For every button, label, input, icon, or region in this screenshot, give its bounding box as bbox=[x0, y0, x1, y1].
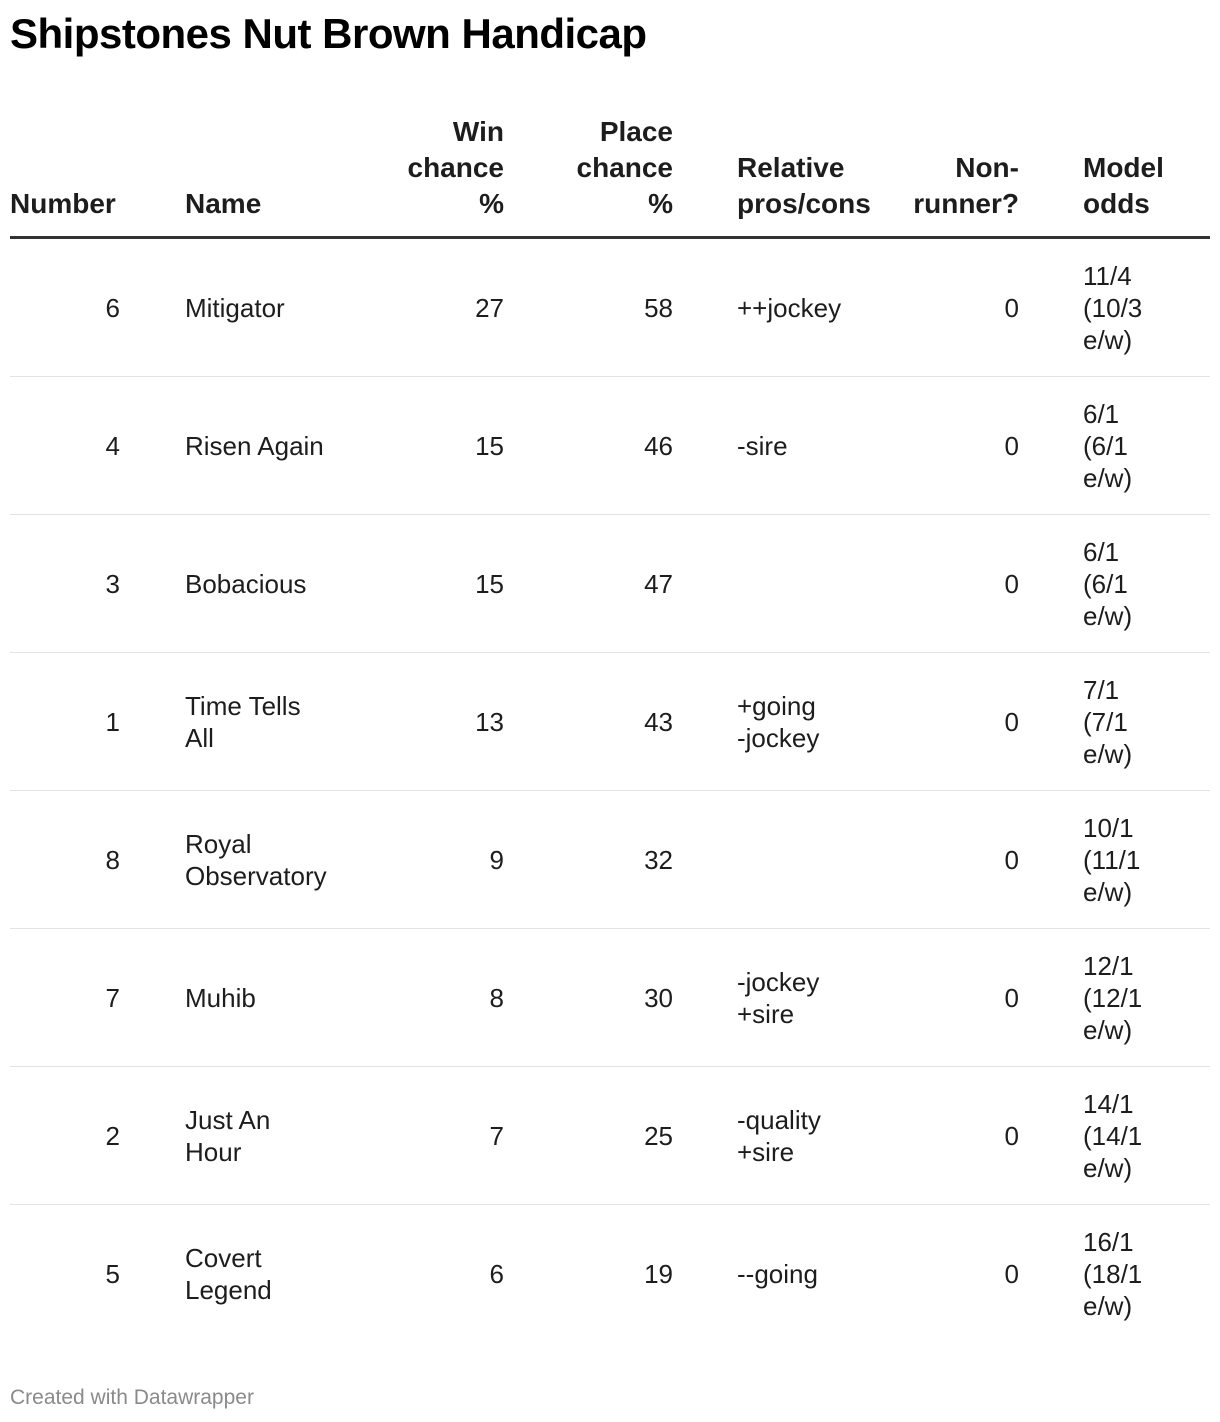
cell-model-odds: 6/1 (6/1 e/w) bbox=[1083, 377, 1210, 515]
header-spacer bbox=[120, 114, 185, 238]
cell-name: Bobacious bbox=[185, 515, 360, 653]
table-row bbox=[10, 1205, 1210, 1343]
cell-spacer bbox=[120, 653, 185, 791]
cell-place-chance: 47 bbox=[504, 515, 673, 653]
cell-spacer bbox=[1019, 929, 1083, 1067]
table-row bbox=[10, 377, 1210, 515]
cell-number: 2 bbox=[10, 1067, 120, 1205]
cell-pros-cons bbox=[737, 791, 897, 929]
cell-place-chance: 46 bbox=[504, 377, 673, 515]
cell-model-odds: 6/1 (6/1 e/w) bbox=[1083, 515, 1210, 653]
cell-win-chance: 13 bbox=[360, 653, 504, 791]
header-place-chance: Place chance % bbox=[504, 114, 673, 238]
cell-pros-cons: --going bbox=[737, 1258, 818, 1289]
cell-model-odds: 12/1 (12/1 e/w) bbox=[1083, 929, 1210, 1067]
cell-pros-cons: -quality +sire bbox=[737, 1067, 897, 1205]
cell-win-chance: 8 bbox=[360, 929, 504, 1067]
cell-place-chance: 30 bbox=[504, 929, 673, 1067]
cell-spacer bbox=[1019, 377, 1083, 515]
cell-spacer bbox=[673, 238, 737, 377]
cell-spacer bbox=[1019, 791, 1083, 929]
cell-pros-cons bbox=[737, 515, 897, 653]
header-number: Number bbox=[10, 114, 120, 238]
cell-spacer bbox=[1019, 515, 1083, 653]
cell-number: 5 bbox=[105, 1258, 120, 1289]
cell-name: Risen Again bbox=[185, 377, 360, 515]
cell-place-chance: 43 bbox=[504, 653, 673, 791]
header-spacer bbox=[1019, 114, 1083, 238]
header-spacer bbox=[673, 114, 737, 238]
cell-win-chance: 15 bbox=[360, 515, 504, 653]
cell-pros-cons: ++jockey bbox=[737, 238, 897, 377]
cell-name: Royal Observatory bbox=[185, 791, 360, 929]
footer-credit: Created with Datawrapper bbox=[10, 1386, 254, 1409]
cell-non-runner: 0 bbox=[897, 929, 1019, 1067]
cell-place-chance: 25 bbox=[504, 1067, 673, 1205]
cell-spacer bbox=[1019, 238, 1083, 377]
cell-spacer bbox=[673, 1067, 737, 1205]
cell-spacer bbox=[673, 1205, 737, 1343]
cell-number: 4 bbox=[10, 377, 120, 515]
header-pros-cons: Relative pros/cons bbox=[737, 114, 897, 238]
cell-spacer bbox=[1019, 1067, 1083, 1205]
cell-number: 6 bbox=[10, 238, 120, 377]
header-model-odds: Model odds bbox=[1083, 114, 1210, 238]
cell-win-chance: 9 bbox=[360, 791, 504, 929]
cell-non-runner: 0 bbox=[897, 377, 1019, 515]
cell-number: 3 bbox=[10, 515, 120, 653]
cell-spacer bbox=[673, 653, 737, 791]
cell-place-chance: 32 bbox=[504, 791, 673, 929]
cell-model-odds: 7/1 (7/1 e/w) bbox=[1083, 653, 1210, 791]
cell-win-chance: 7 bbox=[360, 1067, 504, 1205]
cell-spacer bbox=[1019, 1205, 1083, 1343]
cell-win-chance: 6 bbox=[489, 1258, 504, 1289]
cell-spacer bbox=[120, 929, 185, 1067]
cell-spacer bbox=[673, 791, 737, 929]
cell-spacer bbox=[120, 377, 185, 515]
cell-name: Covert Legend bbox=[185, 1242, 272, 1305]
table-row bbox=[10, 929, 1210, 1067]
cell-spacer bbox=[1019, 653, 1083, 791]
cell-spacer bbox=[673, 377, 737, 515]
table-row bbox=[10, 515, 1210, 653]
header-name: Name bbox=[185, 114, 360, 238]
cell-name: Mitigator bbox=[185, 238, 360, 377]
cell-model-odds: 16/1 (18/1 e/w) bbox=[1083, 1226, 1143, 1321]
cell-model-odds: 14/1 (14/1 e/w) bbox=[1083, 1067, 1210, 1205]
table-row bbox=[10, 653, 1210, 791]
header-non-runner: Non- runner? bbox=[897, 114, 1019, 238]
cell-non-runner: 0 bbox=[1004, 1258, 1019, 1289]
cell-name: Time Tells All bbox=[185, 653, 360, 791]
table-row bbox=[10, 1067, 1210, 1205]
cell-pros-cons: +going -jockey bbox=[737, 653, 897, 791]
cell-non-runner: 0 bbox=[897, 238, 1019, 377]
cell-non-runner: 0 bbox=[897, 1067, 1019, 1205]
cell-name: Muhib bbox=[185, 929, 360, 1067]
cell-non-runner: 0 bbox=[897, 515, 1019, 653]
cell-place-chance: 19 bbox=[644, 1258, 673, 1289]
cell-model-odds: 10/1 (11/1 e/w) bbox=[1083, 791, 1210, 929]
table-row bbox=[10, 791, 1210, 929]
cell-non-runner: 0 bbox=[897, 791, 1019, 929]
table-row bbox=[10, 238, 1210, 377]
cell-spacer bbox=[120, 1067, 185, 1205]
odds-table bbox=[10, 114, 1210, 1342]
cell-spacer bbox=[673, 515, 737, 653]
cell-win-chance: 15 bbox=[360, 377, 504, 515]
chart-title: Shipstones Nut Brown Handicap bbox=[10, 10, 647, 57]
header-row bbox=[10, 114, 1210, 238]
cell-pros-cons: -jockey +sire bbox=[737, 929, 897, 1067]
cell-model-odds: 11/4 (10/3 e/w) bbox=[1083, 238, 1210, 377]
cell-spacer bbox=[120, 515, 185, 653]
cell-number: 7 bbox=[10, 929, 120, 1067]
cell-non-runner: 0 bbox=[897, 653, 1019, 791]
cell-win-chance: 27 bbox=[360, 238, 504, 377]
header-win-chance: Win chance % bbox=[360, 114, 504, 238]
cell-spacer bbox=[673, 929, 737, 1067]
cell-number: 8 bbox=[10, 791, 120, 929]
cell-pros-cons: -sire bbox=[737, 377, 897, 515]
cell-name: Just An Hour bbox=[185, 1067, 360, 1205]
cell-spacer bbox=[120, 1205, 185, 1343]
cell-spacer bbox=[120, 791, 185, 929]
cell-spacer bbox=[120, 238, 185, 377]
table-body bbox=[10, 238, 1210, 1343]
cell-number: 1 bbox=[10, 653, 120, 791]
cell-place-chance: 58 bbox=[504, 238, 673, 377]
